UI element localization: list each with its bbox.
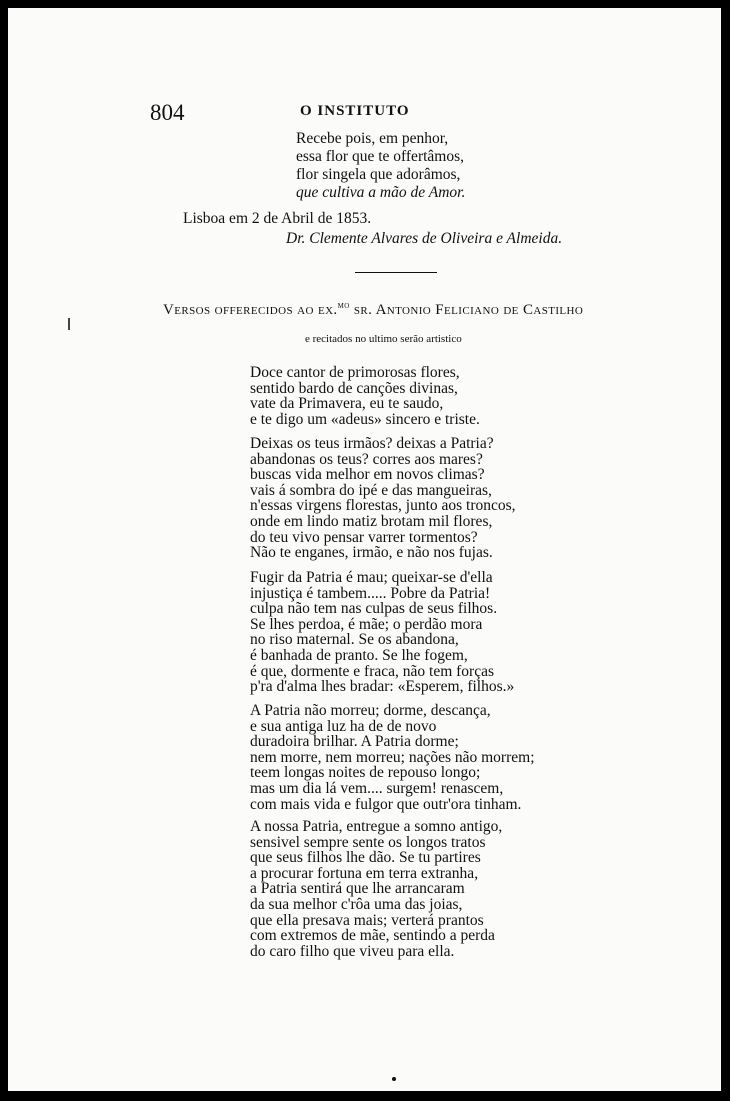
verse-line: Fugir da Patria é mau; queixar-se d'ella — [250, 569, 493, 586]
verse-line: a Patria sentirá que lhe arrancaram — [250, 880, 465, 898]
verse-line: que seus filhos lhe dão. Se tu partires — [250, 849, 481, 867]
verse-line: Deixas os teus irmãos? deixas a Patria? — [250, 435, 494, 452]
verse-line: onde em lindo matiz brotam mil flores, — [250, 512, 493, 530]
verse-line: duradoira brilhar. A Patria dorme; — [250, 733, 459, 751]
verse-line: A nossa Patria, entregue a somno antigo, — [250, 818, 503, 835]
verse-line: Doce cantor de primorosas flores, — [250, 364, 460, 381]
verse-line: abandonas os teus? corres aos mares? — [250, 450, 483, 468]
margin-mark — [68, 318, 70, 330]
verse-line: Não te enganes, irmão, e não nos fujas. — [250, 544, 493, 562]
stanza-5 — [250, 819, 502, 959]
verse-line: e sua antiga luz ha de de novo — [250, 717, 437, 735]
verse-line: sentido bardo de canções divinas, — [250, 379, 458, 397]
running-head: O INSTITUTO — [300, 103, 410, 119]
footer-dot — [392, 1077, 396, 1081]
verse-line: vate da Primavera, eu te saudo, — [250, 395, 444, 413]
verse-line: a procurar fortuna em terra extranha, — [250, 864, 479, 882]
intro-line: essa flor que te offertâmos, — [296, 148, 465, 165]
stanza-4 — [250, 703, 535, 812]
verse-line: do teu vivo pensar varrer tormentos? — [250, 528, 478, 546]
dateline: Lisboa em 2 de Abril de 1853. — [183, 210, 372, 227]
verse-line: mas um dia lá vem.... surgem! renascem, — [250, 779, 504, 797]
verse-line: nem morre, nem morreu; nações não morrem; — [250, 748, 535, 766]
verse-line: que ella presava mais; verterá prantos — [250, 911, 484, 929]
title-sup: mo — [337, 300, 350, 311]
intro-line: Recebe pois, em penhor, — [296, 130, 449, 147]
verse-line: A Patria não morreu; dorme, descança, — [250, 702, 491, 719]
verse-line: teem longas noites de repouso longo; — [250, 764, 481, 782]
intro-line: que cultiva a mão de Amor. — [296, 184, 466, 201]
verse-line: p'ra d'alma lhes bradar: «Esperem, filhos.» — [250, 678, 515, 696]
stanza-2 — [250, 436, 516, 561]
signature: Dr. Clemente Alvares de Oliveira e Almeida. — [286, 230, 563, 247]
verse-line: do caro filho que viveu para ella. — [250, 942, 455, 960]
section-rule — [355, 272, 437, 273]
title-post: sr. Antonio Feliciano de Castilho — [349, 302, 584, 318]
verse-line: no riso maternal. Se os abandona, — [250, 631, 459, 649]
title-pre: Versos offerecidos ao ex. — [163, 302, 338, 318]
stanza-3 — [250, 570, 514, 695]
verse-line: sensivel sempre sente os longos tratos — [250, 833, 486, 851]
verse-line: n'essas virgens florestas, junto aos troncos, — [250, 497, 516, 515]
poem-title — [163, 300, 583, 319]
verse-line: é que, dormente e fraca, não tem forças — [250, 662, 494, 680]
verse-line: culpa não tem nas culpas de seus filhos. — [250, 600, 498, 618]
verse-line: e te digo um «adeus» sincero e triste. — [250, 410, 480, 428]
verse-line: com extremos de mãe, sentindo a perda — [250, 927, 495, 945]
intro-line: flor singela que adorâmos, — [296, 166, 461, 183]
page-number: 804 — [150, 100, 185, 125]
verse-line: buscas vida melhor em novos climas? — [250, 466, 485, 484]
poem-subtitle: e recitados no ultimo serão artistico — [305, 333, 462, 345]
verse-line: Se lhes perdoa, é mãe; o perdão mora — [250, 615, 483, 633]
verse-line: com mais vida e fulgor que outr'ora tinham. — [250, 795, 522, 813]
stanza-1 — [250, 365, 480, 427]
verse-line: é banhada de pranto. Se lhe fogem, — [250, 646, 468, 664]
verse-line: injustiça é tambem..... Pobre da Patria! — [250, 584, 491, 602]
verse-line: vais á sombra do ipé e das mangueiras, — [250, 481, 492, 499]
verse-line: da sua melhor c'rôa uma das joias, — [250, 895, 463, 913]
